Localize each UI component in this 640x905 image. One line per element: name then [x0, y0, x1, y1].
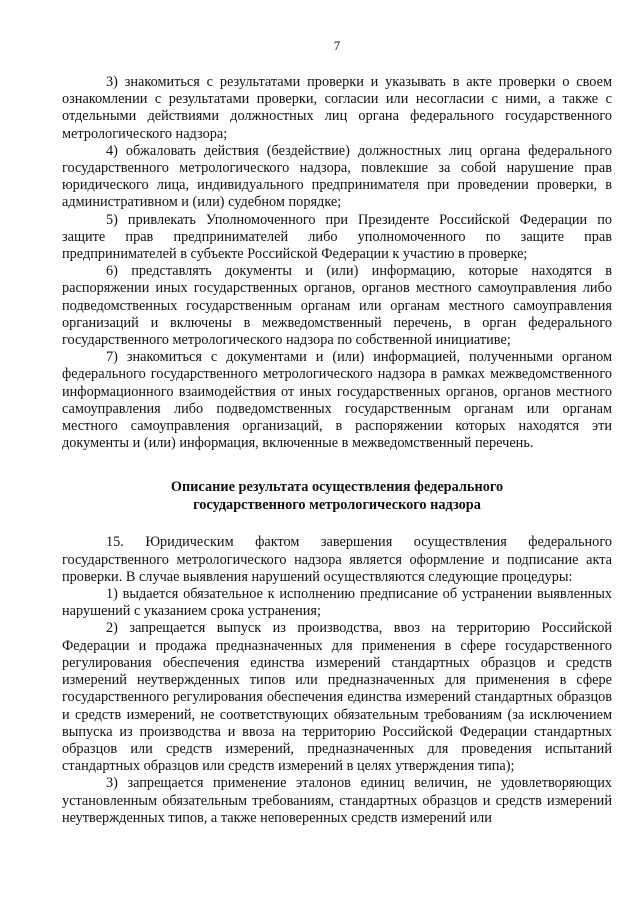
paragraph-right-5: 5) привлекать Уполномоченного при Президенте Российской Федерации по защите прав предпринимателей либо уполномоченного по защите прав предпринимателей в субъекте Российской Федерации к участию в проверке;	[62, 211, 612, 263]
section-heading-line-2: государственного метрологического надзора	[193, 497, 481, 514]
paragraph-right-7: 7) знакомиться с документами и (или) информацией, полученными органом федерального государственного метрологического надзора в рамках межведомственного информационного взаимодействия от иных государственных органов, органов местного самоуправления либо подведомственных государственным органам или органам местного самоуправления организаций, в распоряжении которых находятся эти документы и (или) информация, включенные в межведомственный перечень.	[62, 349, 612, 452]
section-heading-line-1: Описание результата осуществления федерального	[170, 479, 504, 496]
paragraph-procedure-2: 2) запрещается выпуск из производства, ввоз на территорию Российской Федерации и продажа предназначенных для применения в сфере государственного регулирования обеспечения единства измерений стандартных образцов и средств измерений неутвержденных типов или предназначенных для применения в сфере государственного регулирования обеспечения единства измерений стандартных образцов и средств измерений, не соответствующих обязательным требованиям (за исключением выпуска из производства и ввоза на территорию Российской Федерации стандартных образцов или средств измерений, предназначенных для проведения испытаний стандартных образцов или средств измерений в целях утверждения типа);	[62, 620, 612, 775]
paragraph-right-4: 4) обжаловать действия (бездействие) должностных лиц органа федерального государственного метрологического надзора, повлекшие за собой нарушение прав юридического лица, индивидуального предпринимателя при проведении проверки, в административном и (или) судебном порядке;	[62, 142, 612, 211]
section-heading	[62, 478, 612, 514]
paragraph-clause-15: 15. Юридическим фактом завершения осуществления федерального государственного метрологического надзора является оформление и подписание акта проверки. В случае выявления нарушений осуществляются следующие процедуры:	[62, 534, 612, 585]
page-number: 7	[333, 38, 341, 53]
paragraph-right-3: 3) знакомиться с результатами проверки и указывать в акте проверки о своем ознакомлении с результатами проверки, согласии или несогласии с ними, а также с отдельными действиями должностных лиц органа федерального государственного метрологического надзора;	[62, 74, 612, 142]
paragraph-right-6: 6) представлять документы и (или) информацию, которые находятся в распоряжении иных государственных органов, органов местного самоуправления либо подведомственных государственным органам или органам местного самоуправления организаций и включены в межведомственный перечень, в орган федерального государственного метрологического надзора по собственной инициативе;	[62, 263, 612, 349]
paragraph-procedure-3: 3) запрещается применение эталонов единиц величин, не удовлетворяющих установленным обязательным требованиям, стандартных образцов и средств измерений неутвержденных типов, а также неповеренных средств измерений или	[62, 775, 612, 826]
paragraph-procedure-1: 1) выдается обязательное к исполнению предписание об устранении выявленных нарушений с указанием срока устранения;	[62, 586, 612, 620]
